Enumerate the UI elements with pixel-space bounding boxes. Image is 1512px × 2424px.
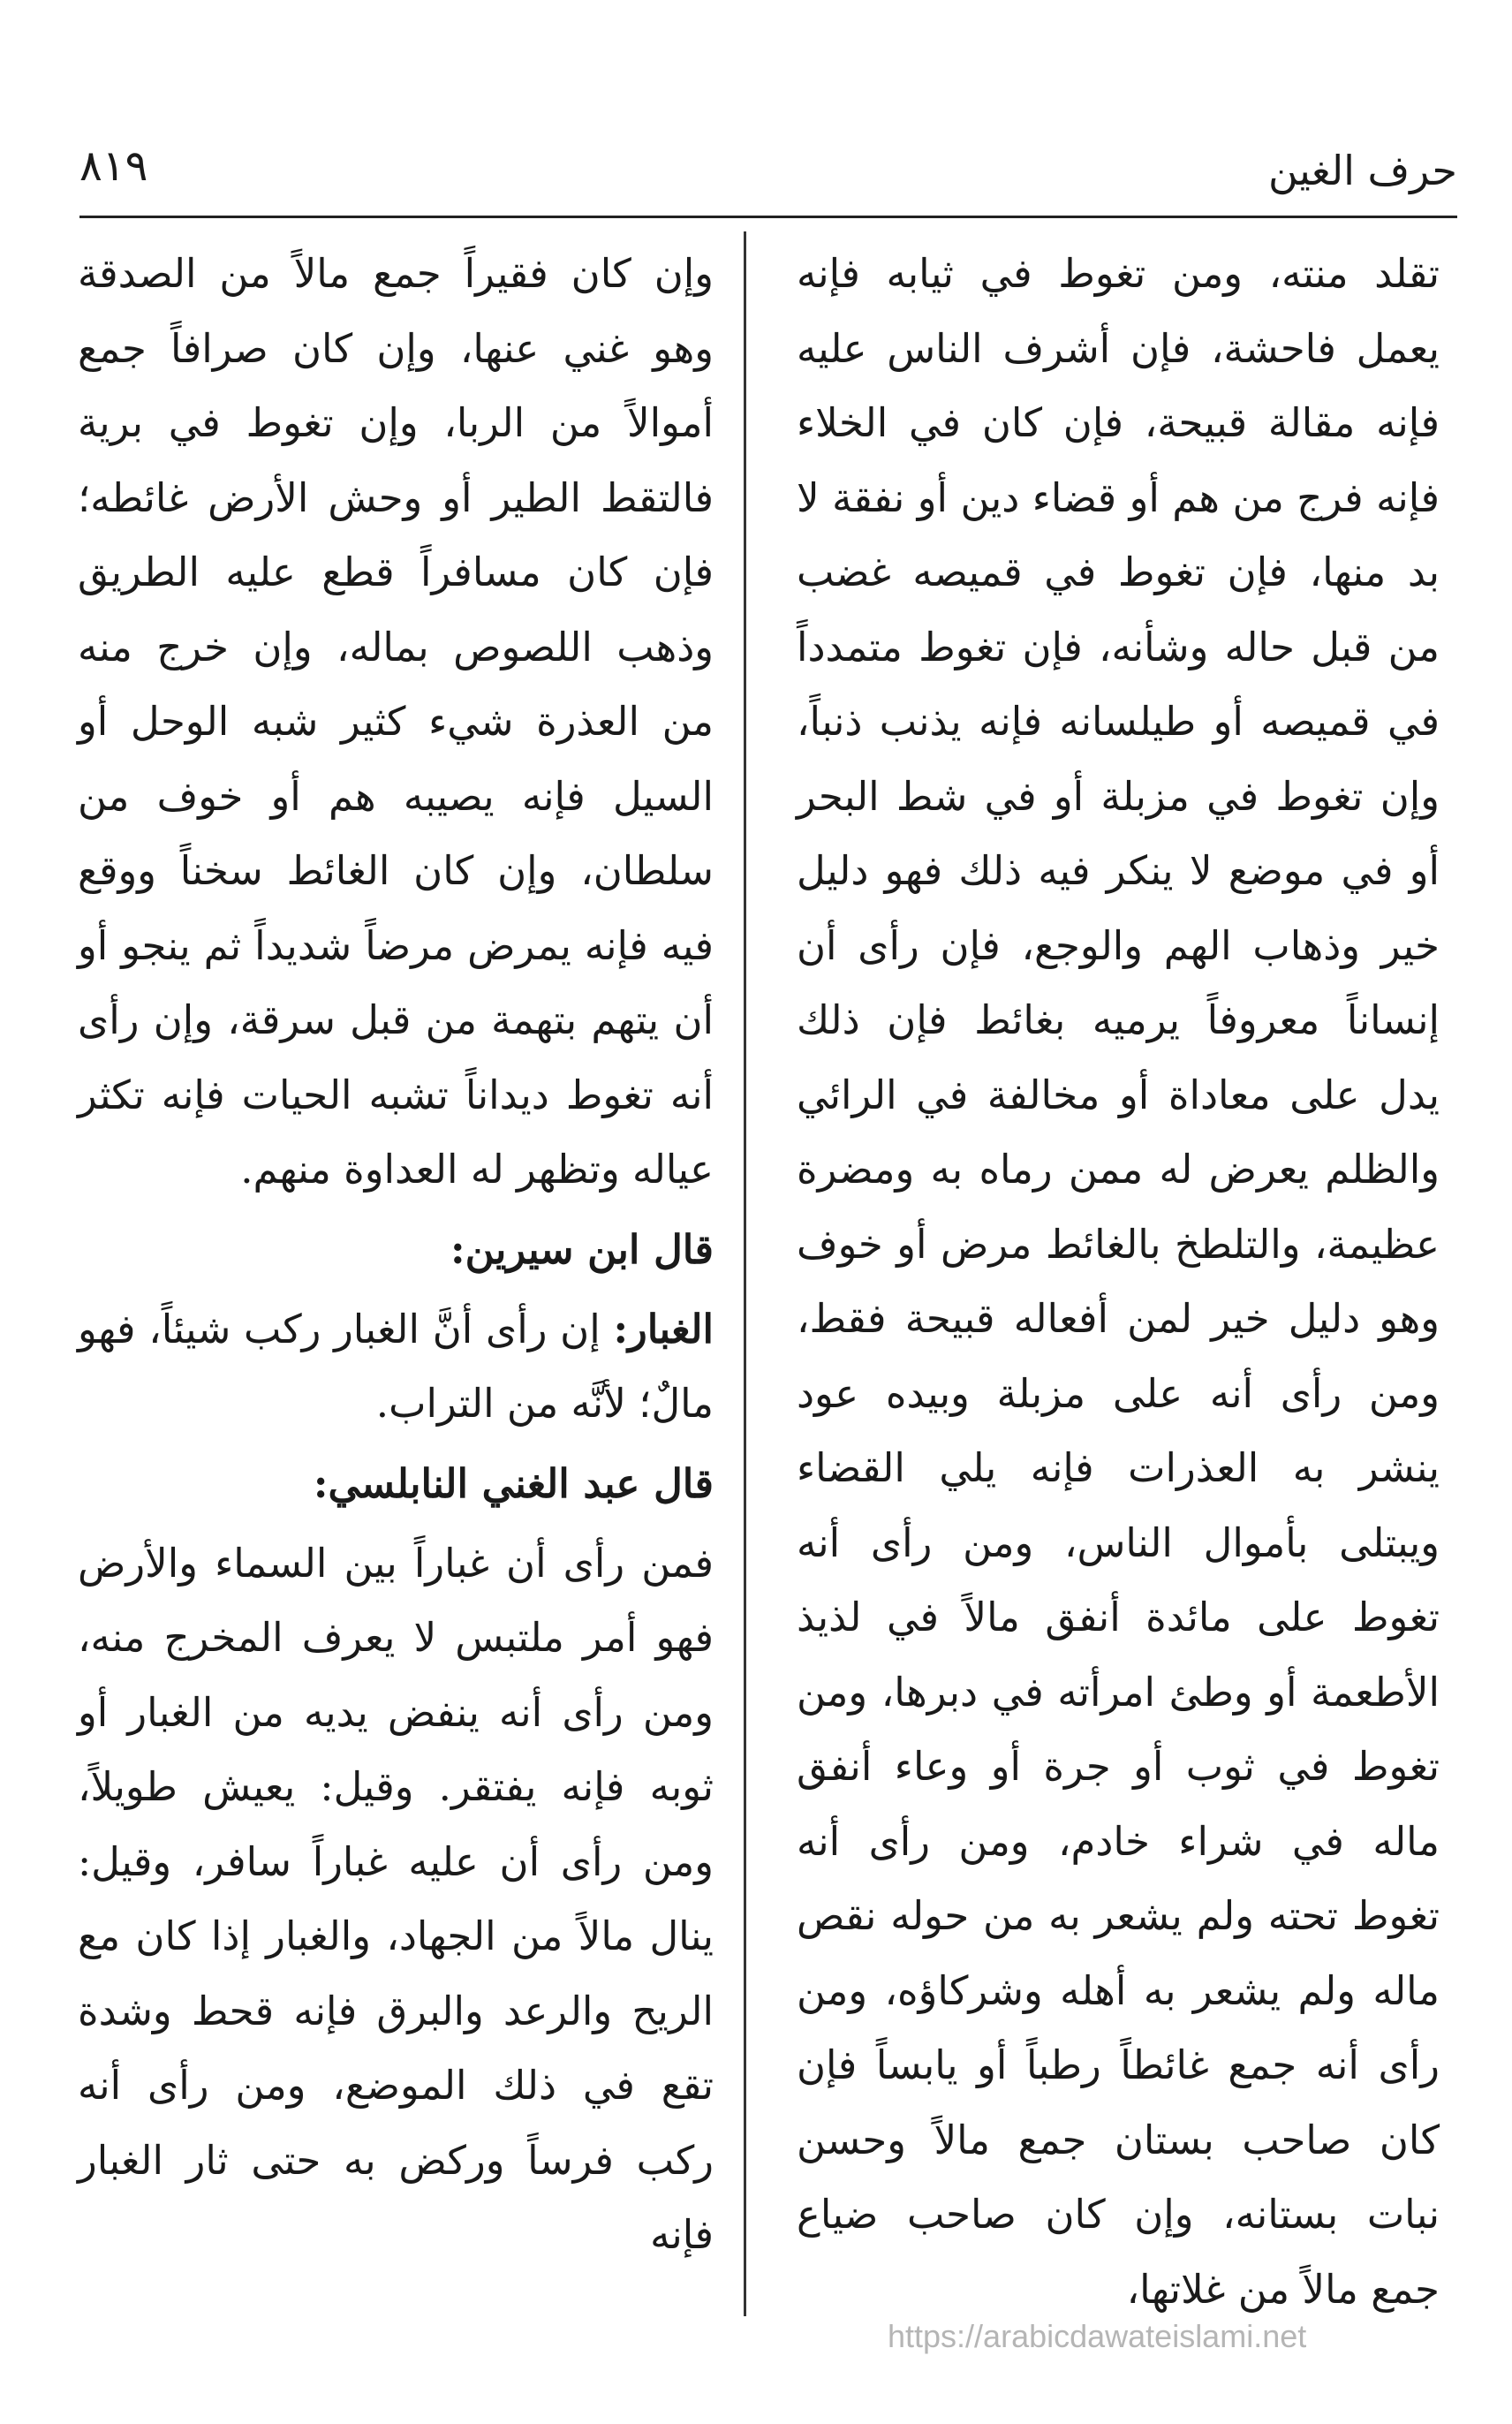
- left-column: [78, 237, 714, 2273]
- left-column-paragraph: وإن كان فقيراً جمع مالاً من الصدقة وهو غني عنها، وإن كان صرافاً جمع أموالاً من الربا، وإن تغوط في برية فالتقط الطير أو وحش الأرض غائطه؛ فإن كان مسافراً قطع عليه الطريق وذهب اللصوص بماله، وإن خرج منه من العذرة شيء كثير شبه الوحل أو السيل فإنه يصيبه هم أو خوف من سلطان، وإن كان الغائط سخناً ووقع فيه فإنه يمرض مرضاً شديداً ثم ينجو أو أن يتهم بتهمة من قبل سرقة، وإن رأى أنه تغوط ديداناً تشبه الحيات فإنه تكثر عياله وتظهر له العداوة منهم.: [78, 250, 714, 1193]
- entry-term: الغبار:: [613, 1305, 714, 1352]
- running-title: حرف الغين: [1267, 147, 1457, 194]
- header-divider: [79, 216, 1457, 218]
- dictionary-entry: [78, 1292, 714, 1442]
- column-divider: [744, 231, 746, 2316]
- entry-text: إن رأى أنَّ الغبار ركب شيئاً، فهو مالٌ؛ لأنَّه من التراب.: [78, 1305, 714, 1427]
- watermark-url: https://arabicdawateislami.net: [888, 2318, 1307, 2354]
- page-number: ٨١٩: [79, 141, 148, 191]
- page-header: [79, 141, 1457, 212]
- right-column: [797, 237, 1440, 2327]
- left-column-paragraph-2: فمن رأى أن غباراً بين السماء والأرض فهو أمر ملتبس لا يعرف المخرج منه، ومن رأى أنه ينفض يديه من الغبار أو ثوبه فإنه يفتقر. وقيل: يعيش طويلاً، ومن رأى أن عليه غباراً سافر، وقيل: ينال مالاً من الجهاد، والغبار إذا كان مع الريح والرعد والبرق فإنه قحط وشدة تقع في ذلك الموضع، ومن رأى أنه ركب فرساً وركض به حتى ثار الغبار فإنه: [78, 1539, 714, 2258]
- section-heading-ibn-sirin: قال ابن سيرين:: [450, 1225, 714, 1273]
- right-column-text: تقلد منته، ومن تغوط في ثيابه فإنه يعمل فاحشة، فإن أشرف الناس عليه فإنه مقالة قبيحة، فإن كان في الخلاء فإنه فرج من هم أو قضاء دين أو نفقة لا بد منها، فإن تغوط في قميصه غضب من قبل حاله وشأنه، فإن تغوط متمدداً في قميصه أو طيلسانه فإنه يذنب ذنباً، وإن تغوط في مزبلة أو في شط البحر أو في موضع لا ينكر فيه ذلك فهو دليل خير وذهاب الهم والوجع، فإن رأى أن إنساناً معروفاً يرميه بغائط فإن ذلك يدل على معاداة أو مخالفة في الرائي والظلم يعرض له ممن رماه به ومضرة عظيمة، والتلطخ بالغائط مرض أو خوف وهو دليل خير لمن أفعاله قبيحة فقط، ومن رأى أنه على مزبلة وبيده عود ينشر به العذرات فإنه يلي القضاء ويبتلى بأموال الناس، ومن رأى أنه تغوط على مائدة أنفق مالاً في لذيذ الأطعمة أو وطئ امرأته في دبرها، ومن تغوط في ثوب أو جرة أو وعاء أنفق ماله في شراء خادم، ومن رأى أنه تغوط تحته ولم يشعر به من حوله نقص ماله ولم يشعر به أهله وشركاؤه، ومن رأى أنه جمع غائطاً رطباً أو يابساً فإن كان صاحب بستان جمع مالاً وحسن نبات بستانه، وإن كان صاحب ضياع جمع مالاً من غلاتها،: [797, 250, 1440, 2313]
- section-heading-nabulsi: قال عبد الغني النابلسي:: [313, 1459, 714, 1507]
